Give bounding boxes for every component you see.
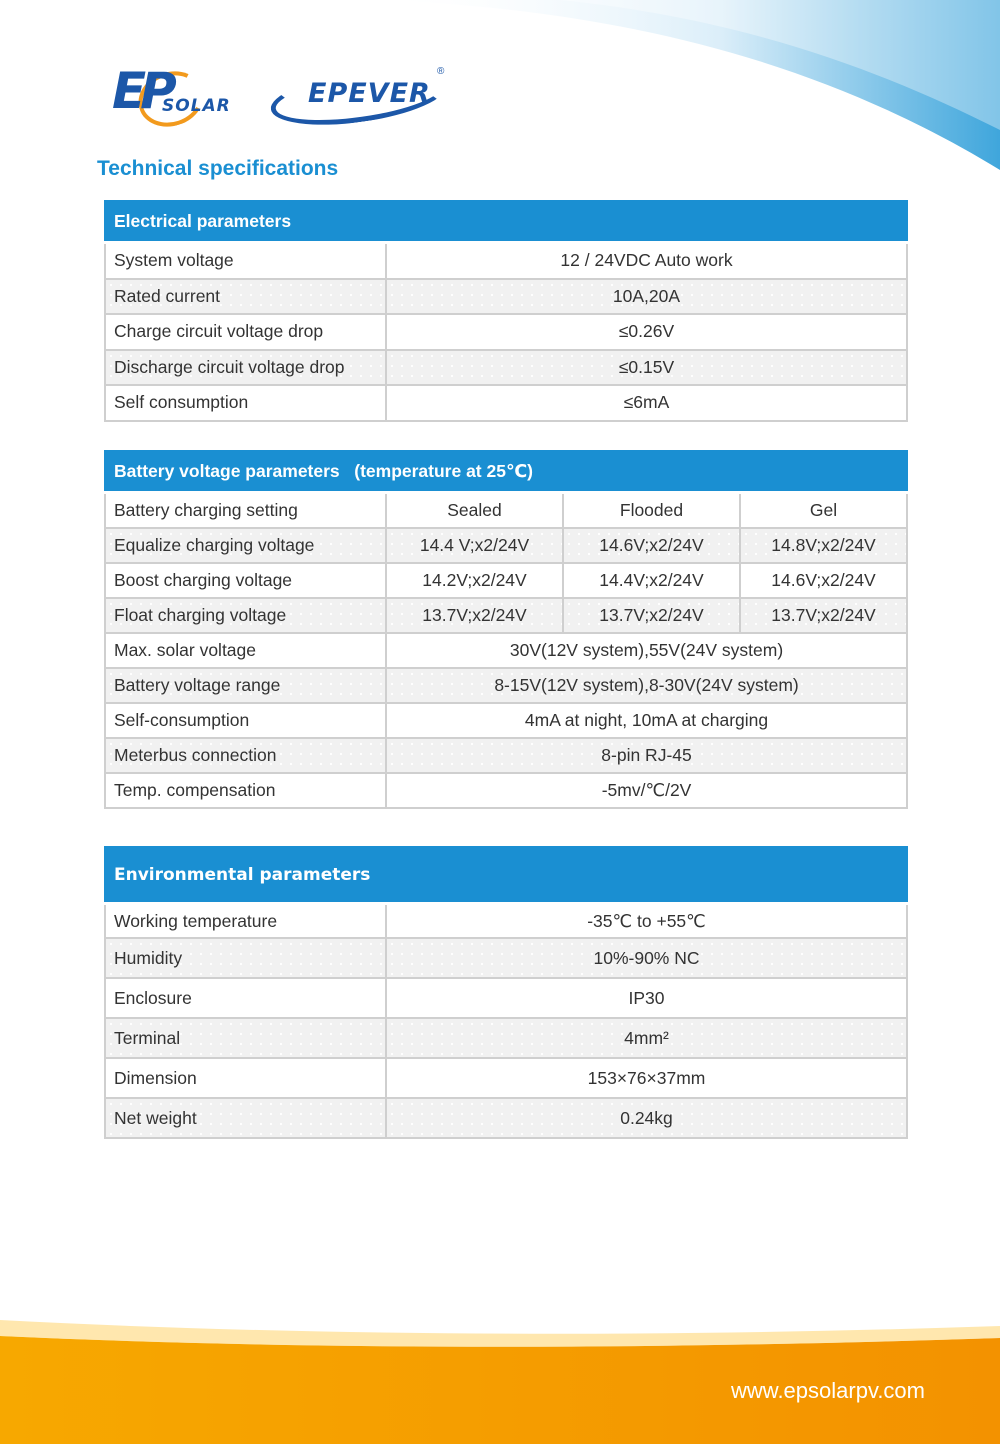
table-row [105,563,907,598]
sealed-value: 14.2V;x2/24V [386,563,563,598]
sealed-value: 13.7V;x2/24V [386,598,563,633]
battery-parameters-table [104,450,908,809]
table-header [105,847,907,904]
table-row [105,528,907,563]
table-header [105,451,907,493]
flooded-value: 14.4V;x2/24V [563,563,740,598]
row-label: Battery charging setting [105,493,386,529]
flooded-value: 13.7V;x2/24V [563,598,740,633]
row-value: 0.24kg [386,1098,907,1138]
table-row [105,978,907,1018]
row-label: Float charging voltage [105,598,386,633]
row-value: -35℃ to +55℃ [386,904,907,939]
row-value: ≤0.15V [386,350,907,386]
table-row [105,385,907,421]
row-value: 12 / 24VDC Auto work [386,243,907,279]
electrical-parameters-table [104,200,908,422]
logo-epever-text: EPEVER [308,78,431,109]
row-label: Self-consumption [105,703,386,738]
row-label: Rated current [105,279,386,315]
row-value: 4mm² [386,1018,907,1058]
row-label: System voltage [105,243,386,279]
table-row [105,598,907,633]
row-value: -5mv/℃/2V [386,773,907,808]
row-label: Charge circuit voltage drop [105,314,386,350]
table-header [105,201,907,243]
row-value: 10%-90% NC [386,938,907,978]
gel-value: 14.6V;x2/24V [740,563,907,598]
row-label: Working temperature [105,904,386,939]
row-label: Boost charging voltage [105,563,386,598]
column-gel: Gel [740,493,907,529]
table-row [105,1098,907,1138]
environmental-parameters-table [104,846,908,1139]
row-value: 4mA at night, 10mA at charging [386,703,907,738]
flooded-value: 14.6V;x2/24V [563,528,740,563]
row-value: 8-pin RJ-45 [386,738,907,773]
table-row [105,1018,907,1058]
row-value: 153×76×37mm [386,1058,907,1098]
registered-mark: ® [437,66,445,77]
table-row [105,633,907,668]
table-row [105,493,907,529]
row-label: Equalize charging voltage [105,528,386,563]
row-label: Dimension [105,1058,386,1098]
row-label: Meterbus connection [105,738,386,773]
row-label: Self consumption [105,385,386,421]
row-label: Temp. compensation [105,773,386,808]
gel-value: 13.7V;x2/24V [740,598,907,633]
row-value: 10A,20A [386,279,907,315]
table-row [105,279,907,315]
row-label: Battery voltage range [105,668,386,703]
table-row [105,938,907,978]
table-row [105,350,907,386]
battery-header: Battery voltage parameters (temperature at 25℃) [105,451,907,493]
table-row [105,904,907,939]
row-value: 30V(12V system),55V(24V system) [386,633,907,668]
row-value: 8-15V(12V system),8-30V(24V system) [386,668,907,703]
row-label: Enclosure [105,978,386,1018]
column-sealed: Sealed [386,493,563,529]
logo-ep-text: SOLAR [162,96,231,116]
environmental-header: Environmental parameters [105,847,907,904]
electrical-header: Electrical parameters [105,201,907,243]
row-label: Discharge circuit voltage drop [105,350,386,386]
row-value: IP30 [386,978,907,1018]
gel-value: 14.8V;x2/24V [740,528,907,563]
sealed-value: 14.4 V;x2/24V [386,528,563,563]
logo-ep-mark: EP [112,62,171,120]
table-row [105,314,907,350]
page-title: Technical specifications [97,157,339,180]
epsolar-logo [110,62,255,124]
table-row [105,668,907,703]
table-row [105,703,907,738]
row-label: Net weight [105,1098,386,1138]
row-value: ≤0.26V [386,314,907,350]
row-label: Max. solar voltage [105,633,386,668]
table-row [105,243,907,279]
row-label: Terminal [105,1018,386,1058]
row-value: ≤6mA [386,385,907,421]
column-flooded: Flooded [563,493,740,529]
row-label: Humidity [105,938,386,978]
table-row [105,1058,907,1098]
table-row [105,773,907,808]
table-row [105,738,907,773]
footer-website-link[interactable]: www.epsolarpv.com [731,1378,925,1403]
epever-logo [270,66,450,116]
